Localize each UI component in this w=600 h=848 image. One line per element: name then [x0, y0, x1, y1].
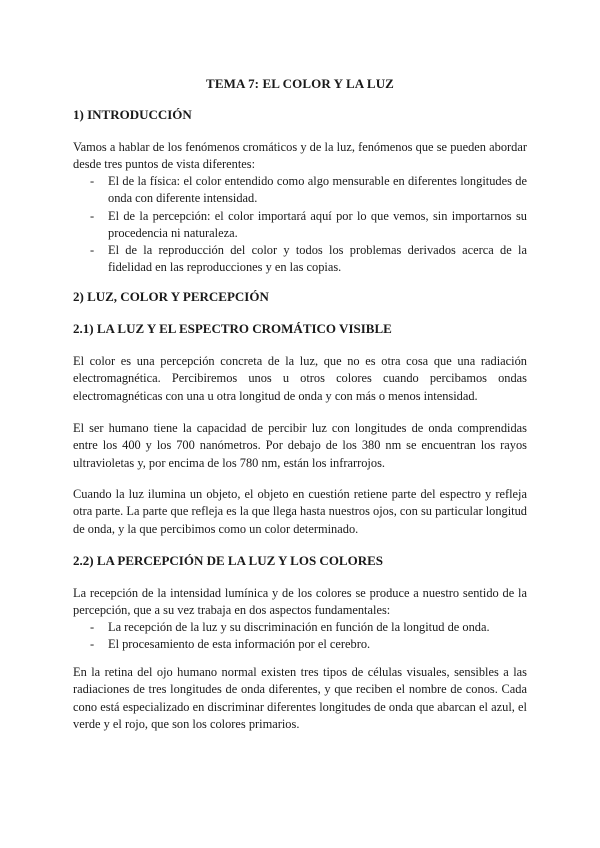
percepcion-paragraph-2: En la retina del ojo humano normal existen tres tipos de células visuales, sensibles a las radiaciones de tres longitudes de onda diferentes, y que reciben el nombre de conos. Cada cono está especializado en discriminar diferentes longitudes de onda que abarcan el azul, el verde y el rojo, que son los colores primarios. [73, 665, 527, 731]
bullet-text: El de la reproducción del color y todos los problemas derivados acerca de la fidelidad en las reproducciones y en las copias. [108, 243, 527, 275]
bullet-dash: - [90, 208, 95, 223]
percepcion-bullet-list [73, 619, 527, 654]
list-item [73, 619, 527, 636]
list-item [73, 242, 527, 277]
percepcion-paragraph: La recepción de la intensidad lumínica y de los colores se produce a nuestro sentido de la percepción, que a su vez trabaja en dos aspectos fundamentales: [73, 586, 527, 618]
espectro-paragraph-1: El color es una percepción concreta de la luz, que no es otra cosa que una radiación electromagnética. Percibiremos unos u otros colores cuando percibamos ondas electromagnéticas con una u otra longitud de onda y con más o menos intensidad. [73, 354, 527, 403]
bullet-text: El procesamiento de esta información por el cerebro. [108, 637, 371, 652]
bullet-text: El de la física: el color entendido como algo mensurable en diferentes longitudes de onda con diferente intensidad. [108, 174, 527, 206]
espectro-paragraph-3: Cuando la luz ilumina un objeto, el objeto en cuestión retiene parte del espectro y refleja otra parte. La parte que refleja es la que llega hasta nuestros ojos, con su particular longitud de onda, y la que percibimos como un color determinado. [73, 487, 527, 536]
intro-paragraph: Vamos a hablar de los fenómenos cromáticos y de la luz, fenómenos que se pueden abordar desde tres puntos de vista diferentes: [73, 140, 527, 172]
list-item [73, 173, 527, 208]
heading-espectro: 2.1) LA LUZ Y EL ESPECTRO CROMÁTICO VISIBLE [73, 321, 392, 336]
espectro-paragraph-2: El ser humano tiene la capacidad de percibir luz con longitudes de onda comprendidas entre los 400 y los 700 nanómetros. Por debajo de los 380 nm se encuentran los rayos ultravioletas y, por encima de los 780 nm, están los infrarrojos. [73, 421, 527, 470]
list-item [73, 208, 527, 243]
heading-percepcion: 2.2) LA PERCEPCIÓN DE LA LUZ Y LOS COLORES [73, 553, 384, 568]
bullet-dash: - [90, 243, 95, 258]
bullet-dash: - [90, 637, 95, 652]
list-item [73, 636, 527, 653]
bullet-text: El de la percepción: el color importará aquí por lo que vemos, sin importarnos su procedencia ni naturaleza. [108, 208, 527, 240]
bullet-dash: - [90, 174, 95, 188]
bullet-dash: - [90, 620, 95, 634]
heading-luz-color-percepcion: 2) LUZ, COLOR Y PERCEPCIÓN [73, 289, 269, 304]
intro-bullet-list [73, 173, 527, 277]
document-title: TEMA 7: EL COLOR Y LA LUZ [206, 76, 394, 91]
bullet-text: La recepción de la luz y su discriminación en función de la longitud de onda. [108, 620, 490, 634]
heading-introduccion: 1) INTRODUCCIÓN [73, 107, 192, 122]
